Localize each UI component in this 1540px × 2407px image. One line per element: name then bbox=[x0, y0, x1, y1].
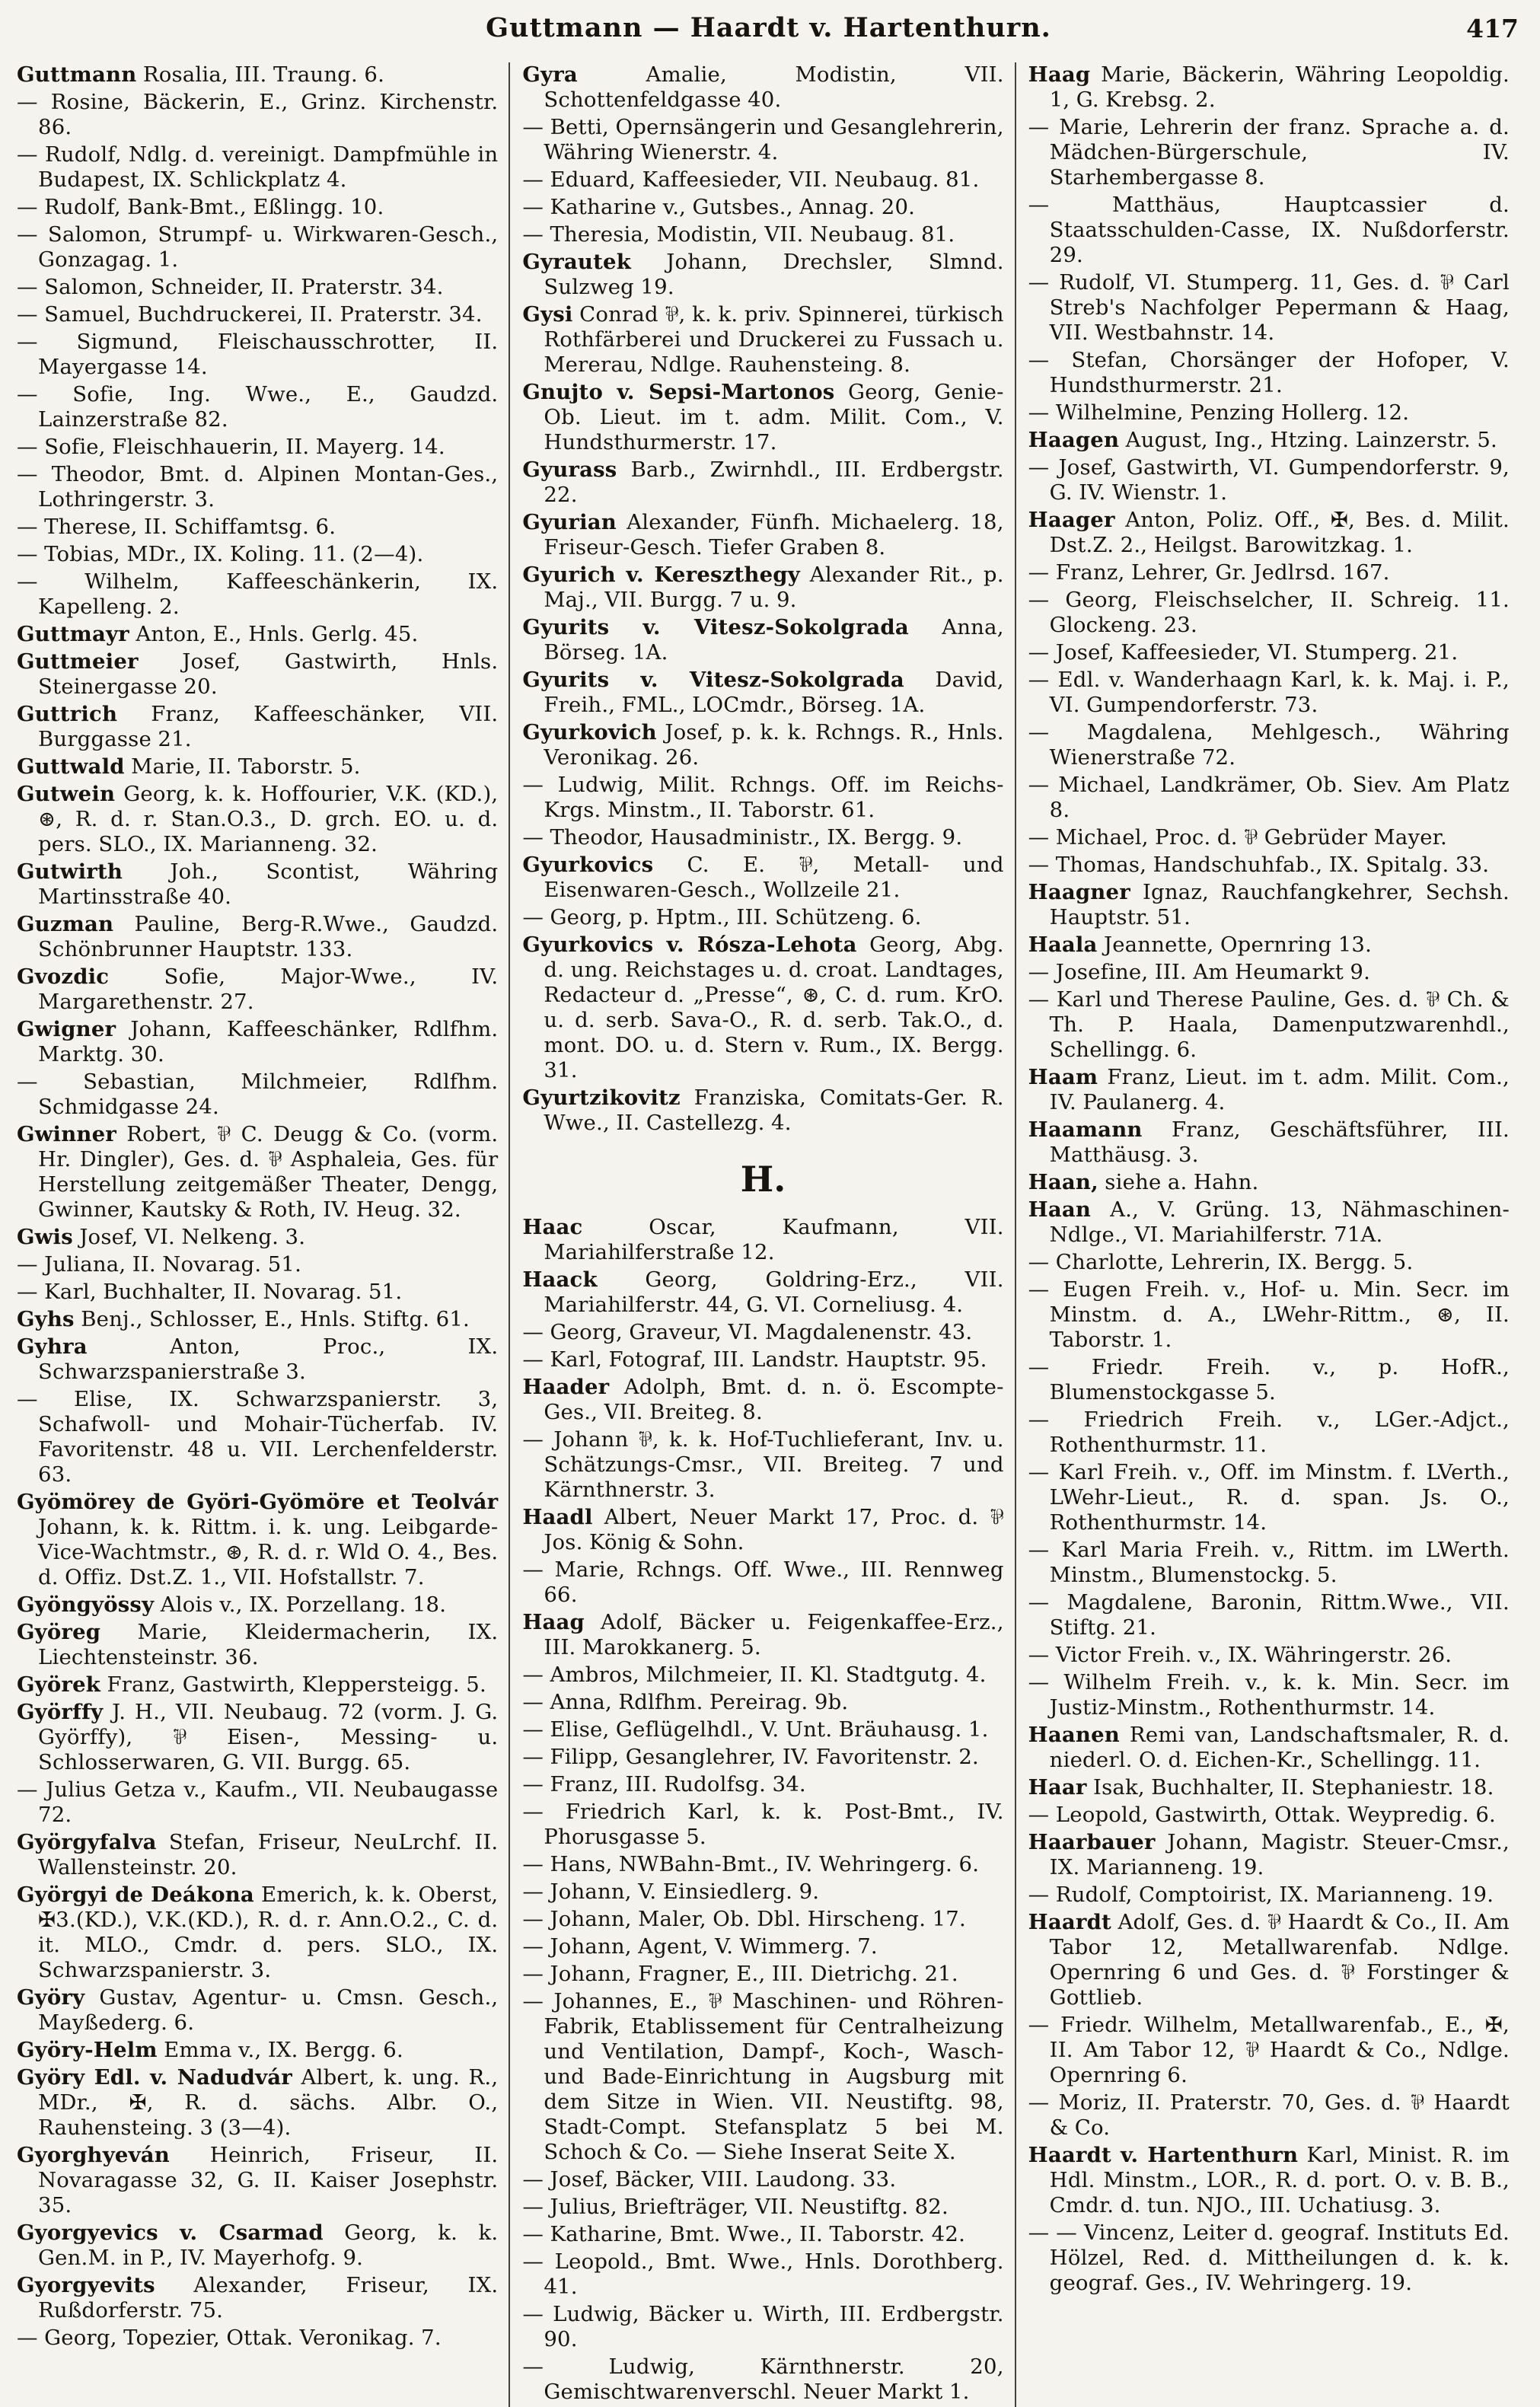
entry-surname: Gysi bbox=[522, 302, 573, 327]
directory-entry: Györgyi de Deákona Emerich, k. k. Oberst, ✠3.(KD.), V.K.(KD.), R. d. r. Ann.O.2., C. d. it. MLO., Cmdr. d. pers. SLO., IX. Schwarzspanierstr. 3. bbox=[17, 1883, 499, 1982]
entry-surname: Gyömörey de Györi-Gyömöre et Teolvár bbox=[17, 1490, 499, 1514]
directory-entry: — Wilhelm, Kaffeeschänkerin, IX. Kapelleng. 2. bbox=[17, 569, 499, 619]
directory-entry: — Sofie, Fleischhauerin, II. Mayerg. 14. bbox=[17, 435, 445, 459]
directory-entry: — Karl, Fotograf, III. Landstr. Hauptstr. 95. bbox=[522, 1347, 987, 1372]
directory-entry: Haadl Albert, Neuer Markt 17, Proc. d. ⅌ Jos. König & Sohn. bbox=[522, 1505, 1004, 1554]
directory-entry: Haanen Remi van, Landschaftsmaler, R. d. niederl. O. d. Eichen-Kr., Schellingg. 11. bbox=[1028, 1723, 1510, 1772]
entry-surname: Haamann bbox=[1028, 1117, 1143, 1142]
directory-entry: Gyorghyeván Heinrich, Friseur, II. Novaragasse 32, G. II. Kaiser Josephstr. 35. bbox=[17, 2143, 499, 2217]
entry-surname: Haanen bbox=[1028, 1723, 1120, 1747]
entry-surname: Gyorgyevics v. Csarmad bbox=[17, 2220, 324, 2245]
entry-surname: Gwinner bbox=[17, 1122, 116, 1146]
directory-entry: — Friedrich Karl, k. k. Post-Bmt., IV. Phorusgasse 5. bbox=[522, 1800, 1004, 1849]
directory-entry: — Sebastian, Milchmeier, Rdlfhm. Schmidgasse 24. bbox=[17, 1070, 499, 1119]
directory-entry: Haag Marie, Bäckerin, Währing Leopoldig. 1, G. Krebsg. 2. bbox=[1028, 62, 1510, 112]
entry-surname: Gyurtzikovitz bbox=[522, 1086, 681, 1110]
directory-entry: Haac Oscar, Kaufmann, VII. Mariahilferstraße 12. bbox=[522, 1215, 1004, 1264]
directory-entry: — Rudolf, VI. Stumperg. 11, Ges. d. ⅌ Carl Streb's Nachfolger Pepermann & Haag, VII. Westbahnstr. 14. bbox=[1028, 270, 1510, 345]
directory-entry: Haan A., V. Grüng. 13, Nähmaschinen-Ndlge., VI. Mariahilferstr. 71A. bbox=[1028, 1197, 1510, 1247]
entry-surname: Guttmayr bbox=[17, 622, 129, 646]
directory-entry: — Rosine, Bäckerin, E., Grinz. Kirchenstr. 86. bbox=[17, 90, 499, 139]
directory-entry: — Rudolf, Ndlg. d. vereinigt. Dampfmühle in Budapest, IX. Schlickplatz 4. bbox=[17, 142, 499, 192]
directory-entry: — Josefine, III. Am Heumarkt 9. bbox=[1028, 960, 1371, 984]
directory-entry: — Leopold, Gastwirth, Ottak. Weypredig. 6. bbox=[1028, 1803, 1496, 1827]
directory-entry: — Josef, Kaffeesieder, VI. Stumperg. 21. bbox=[1028, 640, 1459, 665]
directory-entry: — Friedrich Freih. v., LGer.-Adjct., Rothenthurmstr. 11. bbox=[1028, 1408, 1510, 1457]
directory-entry: Haagen August, Ing., Htzing. Lainzerstr. 5. bbox=[1028, 428, 1497, 452]
directory-entry: — Ludwig, Milit. Rchngs. Off. im Reichs-Krgs. Minstm., II. Taborstr. 61. bbox=[522, 773, 1004, 822]
directory-entry: Guttwald Marie, II. Taborstr. 5. bbox=[17, 754, 361, 779]
directory-entry: — Moriz, II. Praterstr. 70, Ges. d. ⅌ Haardt & Co. bbox=[1028, 2090, 1510, 2140]
directory-column bbox=[1015, 62, 1520, 2407]
entry-surname: Gyrautek bbox=[522, 250, 631, 274]
directory-entry: — Filipp, Gesanglehrer, IV. Favoritenstr. 2. bbox=[522, 1745, 979, 1769]
directory-entry: — Therese, II. Schiffamtsg. 6. bbox=[17, 515, 336, 539]
directory-entry: — Johann, Agent, V. Wimmerg. 7. bbox=[522, 1934, 878, 1959]
directory-entry: — Hans, NWBahn-Bmt., IV. Wehringerg. 6. bbox=[522, 1852, 980, 1876]
directory-entry: Gyurkovics C. E. ⅌, Metall- und Eisenwaren-Gesch., Wollzeile 21. bbox=[522, 853, 1004, 902]
directory-entry: Haager Anton, Poliz. Off., ✠, Bes. d. Milit. Dst.Z. 2., Heilgst. Barowitzkag. 1. bbox=[1028, 508, 1510, 557]
directory-entry: — Georg, Graveur, VI. Magdalenenstr. 43. bbox=[522, 1320, 973, 1344]
entry-surname: Haag bbox=[1028, 62, 1091, 87]
entry-surname: Haar bbox=[1028, 1775, 1087, 1800]
directory-entry: — Stefan, Chorsänger der Hofoper, V. Hundsthurmerstr. 21. bbox=[1028, 348, 1510, 397]
entry-surname: Haagner bbox=[1028, 880, 1130, 904]
directory-entry: Gyömörey de Györi-Gyömöre et Teolvár Johann, k. k. Rittm. i. k. ung. Leibgarde-Vice-Wachtmstr., ⊛, R. d. r. Wld O. 4., Bes. d. Offiz. Dst.Z. 1., VII. Hofstallstr. 7. bbox=[17, 1490, 499, 1589]
directory-entry: — Josef, Bäcker, VIII. Laudong. 33. bbox=[522, 2167, 897, 2192]
directory-entry: Haan, siehe a. Hahn. bbox=[1028, 1170, 1259, 1194]
directory-entry: — Katharine, Bmt. Wwe., II. Taborstr. 42. bbox=[522, 2222, 966, 2246]
directory-entry: Haardt Adolf, Ges. d. ⅌ Haardt & Co., II. Am Tabor 12, Metallwarenfab. Ndlge. Opernring 6 und Ges. d. ⅌ Forstinger & Gottlieb. bbox=[1028, 1910, 1510, 2010]
directory-entry: — Juliana, II. Novarag. 51. bbox=[17, 1252, 302, 1277]
entry-surname: Gnujto v. Sepsi-Martonos bbox=[522, 380, 835, 404]
directory-entry: — Sigmund, Fleischausschrotter, II. Mayergasse 14. bbox=[17, 330, 499, 379]
entry-surname: Haan, bbox=[1028, 1170, 1098, 1194]
page-header-title: Guttmann — Haardt v. Hartenthurn. bbox=[486, 12, 1051, 43]
entry-surname: Gutwein bbox=[17, 782, 116, 806]
directory-entry: — Johann, Maler, Ob. Dbl. Hirscheng. 17. bbox=[522, 1907, 966, 1931]
directory-entry: — Edl. v. Wanderhaagn Karl, k. k. Maj. i. P., VI. Gumpendorferstr. 73. bbox=[1028, 668, 1510, 717]
entry-surname: Gyurits v. Vitesz-Sokolgrada bbox=[522, 668, 904, 692]
directory-entry: Gyurits v. Vitesz-Sokolgrada Anna, Börseg. 1A. bbox=[522, 615, 1004, 665]
directory-entry: Gnujto v. Sepsi-Martonos Georg, Genie-Ob. Lieut. im t. adm. Milit. Com., V. Hundsthurmerstr. 17. bbox=[522, 380, 1004, 454]
directory-entry: Gvozdic Sofie, Major-Wwe., IV. Margarethenstr. 27. bbox=[17, 964, 499, 1014]
directory-entry: Gwigner Johann, Kaffeeschänker, Rdlfhm. Marktg. 30. bbox=[17, 1017, 499, 1066]
directory-entry: Gyrautek Johann, Drechsler, Slmnd. Sulzweg 19. bbox=[522, 250, 1004, 299]
entry-surname: Gyorgyevits bbox=[17, 2273, 155, 2297]
directory-entry: Gwinner Robert, ⅌ C. Deugg & Co. (vorm. Hr. Dingler), Ges. d. ⅌ Asphaleia, Ges. für Herstellung zeitgemäßer Theater, Dengg, Gwinner, Kautsky & Roth, IV. Heug. 32. bbox=[17, 1122, 499, 1222]
directory-entry: Gyra Amalie, Modistin, VII. Schottenfeldgasse 40. bbox=[522, 62, 1004, 112]
page-header bbox=[17, 12, 1520, 52]
directory-entry: Haam Franz, Lieut. im t. adm. Milit. Com., IV. Paulanerg. 4. bbox=[1028, 1065, 1510, 1114]
directory-entry: Gutwirth Joh., Scontist, Währing Martinsstraße 40. bbox=[17, 859, 499, 909]
directory-entry: Györek Franz, Gastwirth, Kleppersteigg. 5. bbox=[17, 1672, 486, 1697]
directory-entry: — Tobias, MDr., IX. Koling. 11. (2—4). bbox=[17, 542, 424, 566]
directory-entry: Haardt v. Hartenthurn Karl, Minist. R. im Hdl. Minstm., LOR., R. d. port. O. v. B. B., Cmdr. d. tun. NJO., III. Uchatiusg. 3. bbox=[1028, 2143, 1510, 2217]
entry-surname: Gyöngyössy bbox=[17, 1592, 155, 1617]
entry-surname: Györy-Helm bbox=[17, 2038, 158, 2062]
directory-entry: Gyurkovich Josef, p. k. k. Rchngs. R., Hnls. Veronikag. 26. bbox=[522, 720, 1004, 770]
directory-column bbox=[509, 62, 1014, 2407]
directory-entry: — Theresia, Modistin, VII. Neubaug. 81. bbox=[522, 222, 955, 247]
entry-surname: Haan bbox=[1028, 1197, 1092, 1222]
entry-surname: Guttmann bbox=[17, 62, 137, 87]
directory-entry: — Victor Freih. v., IX. Währingerstr. 26. bbox=[1028, 1643, 1452, 1667]
entry-surname: Gyhs bbox=[17, 1307, 75, 1331]
entry-surname: Haala bbox=[1028, 933, 1098, 957]
directory-entry: — Magdalene, Baronin, Rittm.Wwe., VII. Stiftg. 21. bbox=[1028, 1590, 1510, 1640]
directory-entry: — Marie, Lehrerin der franz. Sprache a. d. Mädchen-Bürgerschule, IV. Starhembergasse 8. bbox=[1028, 115, 1510, 190]
directory-entry: Györffy J. H., VII. Neubaug. 72 (vorm. J. G. Györffy), ⅌ Eisen-, Messing- u. Schlosserwaren, G. VII. Burgg. 65. bbox=[17, 1700, 499, 1774]
entry-surname: Haarbauer bbox=[1028, 1830, 1156, 1854]
directory-entry: — Karl Maria Freih. v., Rittm. im LWerth. Minstm., Blumenstockg. 5. bbox=[1028, 1538, 1510, 1587]
entry-surname: Haack bbox=[522, 1267, 598, 1292]
directory-entry: — Georg, Topezier, Ottak. Veronikag. 7. bbox=[17, 2326, 442, 2350]
directory-entry: Gyurich v. Kereszthegy Alexander Rit., p. Maj., VII. Burgg. 7 u. 9. bbox=[522, 563, 1004, 612]
directory-entry: Gyöngyössy Alois v., IX. Porzellang. 18. bbox=[17, 1592, 447, 1617]
directory-entry: — Thomas, Handschuhfab., IX. Spitalg. 33. bbox=[1028, 853, 1490, 877]
directory-entry: Guttmayr Anton, E., Hnls. Gerlg. 45. bbox=[17, 622, 419, 646]
entry-surname: Guttrich bbox=[17, 702, 118, 726]
directory-entry: — Leopold., Bmt. Wwe., Hnls. Dorothberg. 41. bbox=[522, 2249, 1004, 2299]
entry-surname: Haardt bbox=[1028, 1910, 1111, 1934]
directory-entry: — Anna, Rdlfhm. Pereirag. 9b. bbox=[522, 1690, 849, 1714]
directory-entry: — Ludwig, Bäcker u. Wirth, III. Erdbergstr. 90. bbox=[522, 2302, 1004, 2351]
directory-entry: — Julius Getza v., Kaufm., VII. Neubaugasse 72. bbox=[17, 1777, 499, 1827]
directory-entry: — Marie, Rchngs. Off. Wwe., III. Rennweg 66. bbox=[522, 1557, 1004, 1607]
entry-surname: Gyurkovics bbox=[522, 853, 654, 877]
entry-surname: Haam bbox=[1028, 1065, 1098, 1089]
directory-entry: — Ludwig, Kärnthnerstr. 20, Gemischtwarenverschl. Neuer Markt 1. bbox=[522, 2354, 1004, 2404]
directory-entry: Gutwein Georg, k. k. Hoffourier, V.K. (KD.), ⊛, R. d. r. Stan.O.3., D. grch. EO. u. d. pers. SLO., IX. Marianneng. 32. bbox=[17, 782, 499, 856]
directory-entry: Gyurits v. Vitesz-Sokolgrada David, Freih., FML., LOCmdr., Börseg. 1A. bbox=[522, 668, 1004, 717]
directory-entry: Gyhra Anton, Proc., IX. Schwarzspanierstraße 3. bbox=[17, 1334, 499, 1384]
directory-entry: — Karl, Buchhalter, II. Novarag. 51. bbox=[17, 1280, 403, 1304]
directory-entry: — Sofie, Ing. Wwe., E., Gaudzd. Lainzerstraße 82. bbox=[17, 382, 499, 432]
entry-surname: Gyra bbox=[522, 62, 578, 87]
directory-entry: — Karl und Therese Pauline, Ges. d. ⅌ Ch. & Th. P. Haala, Damenputzwarenhdl., Schellingg. 6. bbox=[1028, 987, 1510, 1062]
entry-surname: Gwigner bbox=[17, 1017, 116, 1041]
directory-entry: Haack Georg, Goldring-Erz., VII. Mariahilferstr. 44, G. VI. Corneliusg. 4. bbox=[522, 1267, 1004, 1317]
directory-entry: Györy-Helm Emma v., IX. Bergg. 6. bbox=[17, 2038, 403, 2062]
directory-entry: Haag Adolf, Bäcker u. Feigenkaffee-Erz., III. Marokkanerg. 5. bbox=[522, 1610, 1004, 1659]
entry-surname: Guttmeier bbox=[17, 649, 139, 674]
directory-entry: — Josef, Gastwirth, VI. Gumpendorferstr. 9, G. IV. Wienstr. 1. bbox=[1028, 455, 1510, 505]
page-number: 417 bbox=[1466, 14, 1519, 43]
entry-surname: Haager bbox=[1028, 508, 1115, 532]
entry-surname: Haag bbox=[522, 1610, 585, 1634]
directory-entry: Haamann Franz, Geschäftsführer, III. Matthäusg. 3. bbox=[1028, 1117, 1510, 1167]
directory-entry: — Karl Freih. v., Off. im Minstm. f. LVerth., LWehr-Lieut., R. d. span. Js. O., Rothenthurmstr. 14. bbox=[1028, 1460, 1510, 1535]
entry-surname: Györgyfalva bbox=[17, 1830, 157, 1854]
directory-entry: — Johannes, E., ⅌ Maschinen- und Röhren-Fabrik, Etablissement für Centralheizung und Ventilation, Dampf-, Koch-, Wasch- und Bade-Einrichtung in Augsburg mit dem Sitze in Wien. VII. Neustiftg. 98, Stadt-Compt. Stefansplatz 5 bei M. Schoch & Co. — Siehe Inserat Seite X. bbox=[522, 1989, 1004, 2164]
entry-surname: Gwis bbox=[17, 1225, 73, 1249]
entry-surname: Gyhra bbox=[17, 1334, 88, 1359]
directory-entry: — Michael, Landkrämer, Ob. Siev. Am Platz 8. bbox=[1028, 773, 1510, 822]
directory-entry: — Georg, p. Hptm., III. Schützeng. 6. bbox=[522, 905, 922, 929]
directory-entry: Gyurass Barb., Zwirnhdl., III. Erdbergstr. 22. bbox=[522, 457, 1004, 507]
entry-surname: Guttwald bbox=[17, 754, 125, 779]
entry-surname: Haagen bbox=[1028, 428, 1120, 452]
entry-surname: Gyurits v. Vitesz-Sokolgrada bbox=[522, 615, 909, 639]
directory-entry: — Michael, Proc. d. ⅌ Gebrüder Mayer. bbox=[1028, 825, 1447, 850]
directory-entry: — Betti, Opernsängerin und Gesanglehrerin, Währing Wienerstr. 4. bbox=[522, 115, 1004, 164]
entry-surname: Gyurich v. Kereszthegy bbox=[522, 563, 800, 587]
directory-entry: Guttmeier Josef, Gastwirth, Hnls. Steinergasse 20. bbox=[17, 649, 499, 699]
directory-entry: — Katharine v., Gutsbes., Annag. 20. bbox=[522, 195, 916, 219]
directory-entry: Haagner Ignaz, Rauchfangkehrer, Sechsh. Hauptstr. 51. bbox=[1028, 880, 1510, 929]
directory-entry: Gyorgyevits Alexander, Friseur, IX. Rußdorferstr. 75. bbox=[17, 2273, 499, 2323]
directory-entry: Györy Edl. v. Nadudvár Albert, k. ung. R., MDr., ✠, R. d. sächs. Albr. O., Rauhensteing. 3 (3—4). bbox=[17, 2065, 499, 2140]
directory-entry: — Wilhelm Freih. v., k. k. Min. Secr. im Justiz-Minstm., Rothenthurmstr. 14. bbox=[1028, 1670, 1510, 1720]
entry-surname: Györffy bbox=[17, 1700, 104, 1724]
directory-entry: Guttmann Rosalia, III. Traung. 6. bbox=[17, 62, 385, 87]
directory-entry: — Ambros, Milchmeier, II. Kl. Stadtgutg. 4. bbox=[522, 1663, 987, 1687]
entry-surname: Guzman bbox=[17, 912, 114, 936]
directory-entry: — Salomon, Strumpf- u. Wirkwaren-Gesch., Gonzagag. 1. bbox=[17, 222, 499, 272]
directory-entry: — Elise, Geflügelhdl., V. Unt. Bräuhausg. 1. bbox=[522, 1717, 989, 1742]
directory-entry: — Franz, Lehrer, Gr. Jedlrsd. 167. bbox=[1028, 560, 1390, 585]
directory-entry: — Johann ⅌, k. k. Hof-Tuchlieferant, Inv. u. Schätzungs-Cmsr., VII. Breiteg. 7 und Kärnthnerstr. 3. bbox=[522, 1427, 1004, 1502]
directory-entry: — Magdalena, Mehlgesch., Währing Wienerstraße 72. bbox=[1028, 720, 1510, 770]
directory-entry: — Johann, Fragner, E., III. Dietrichg. 21. bbox=[522, 1962, 958, 1986]
entry-surname: Györeg bbox=[17, 1620, 101, 1644]
directory-entry: — Friedr. Freih. v., p. HofR., Blumenstockgasse 5. bbox=[1028, 1355, 1510, 1404]
columns-container bbox=[17, 62, 1520, 2407]
directory-entry: Haarbauer Johann, Magistr. Steuer-Cmsr., IX. Marianneng. 19. bbox=[1028, 1830, 1510, 1879]
entry-surname: Gyurkovics v. Rósza-Lehota bbox=[522, 933, 857, 957]
directory-entry: Gyurtzikovitz Franziska, Comitats-Ger. R. Wwe., II. Castellezg. 4. bbox=[522, 1086, 1004, 1135]
entry-surname: Györek bbox=[17, 1672, 101, 1697]
directory-entry: Gyurkovics v. Rósza-Lehota Georg, Abg. d. ung. Reichstages u. d. croat. Landtages, Redacteur d. „Presse“, ⊛, C. d. rum. KrO. u. d. serb. Sava-O., R. d. serb. Tak.O., d. mont. DO. u. d. Stern v. Rum., IX. Bergg. 31. bbox=[522, 933, 1004, 1082]
entry-surname: Gutwirth bbox=[17, 859, 123, 884]
directory-entry: — Rudolf, Comptoirist, IX. Marianneng. 19. bbox=[1028, 1883, 1494, 1907]
section-heading: H. bbox=[740, 1159, 786, 1200]
directory-entry: Guzman Pauline, Berg-R.Wwe., Gaudzd. Schönbrunner Hauptstr. 133. bbox=[17, 912, 499, 961]
directory-entry: — Franz, III. Rudolfsg. 34. bbox=[522, 1772, 806, 1796]
directory-entry: — Rudolf, Bank-Bmt., Eßlingg. 10. bbox=[17, 195, 384, 219]
directory-entry: Haar Isak, Buchhalter, II. Stephaniestr. 18. bbox=[1028, 1775, 1494, 1800]
entry-surname: Gvozdic bbox=[17, 964, 110, 989]
directory-entry: — — Vincenz, Leiter d. geograf. Instituts Ed. Hölzel, Red. d. Mittheilungen d. k. k. geograf. Ges., IV. Wehringerg. 19. bbox=[1028, 2220, 1510, 2295]
entry-surname: Gyurkovich bbox=[522, 720, 657, 744]
entry-surname: Haac bbox=[522, 1215, 583, 1239]
directory-entry: — Elise, IX. Schwarzspanierstr. 3, Schafwoll- und Mohair-Tücherfab. IV. Favoritenstr. 48 u. VII. Lerchenfelderstr. 63. bbox=[17, 1387, 499, 1487]
directory-entry: Gyurian Alexander, Fünfh. Michaelerg. 18, Friseur-Gesch. Tiefer Graben 8. bbox=[522, 510, 1004, 560]
directory-entry: — Matthäus, Hauptcassier d. Staatsschulden-Casse, IX. Nußdorferstr. 29. bbox=[1028, 193, 1510, 267]
directory-entry: — Wilhelmine, Penzing Hollerg. 12. bbox=[1028, 400, 1410, 425]
entry-surname: Györy bbox=[17, 1985, 85, 2010]
directory-entry: Gyorgyevics v. Csarmad Georg, k. k. Gen.M. in P., IV. Mayerhofg. 9. bbox=[17, 2220, 499, 2270]
directory-entry: Guttrich Franz, Kaffeeschänker, VII. Burggasse 21. bbox=[17, 702, 499, 751]
entry-surname: Györy Edl. v. Nadudvár bbox=[17, 2065, 292, 2090]
entry-surname: Gyurian bbox=[522, 510, 617, 534]
directory-column bbox=[17, 62, 509, 2407]
entry-surname: Haadl bbox=[522, 1505, 593, 1529]
directory-entry: Györeg Marie, Kleidermacherin, IX. Liechtensteinstr. 36. bbox=[17, 1620, 499, 1669]
entry-surname: Györgyi de Deákona bbox=[17, 1883, 254, 1907]
directory-entry: — Samuel, Buchdruckerei, II. Praterstr. 34. bbox=[17, 302, 483, 327]
directory-entry: — Friedr. Wilhelm, Metallwarenfab., E., ✠, II. Am Tabor 12, ⅌ Haardt & Co., Ndlge. Opernring 6. bbox=[1028, 2013, 1510, 2087]
directory-entry: — Theodor, Hausadministr., IX. Bergg. 9. bbox=[522, 825, 963, 850]
directory-entry: Gyhs Benj., Schlosser, E., Hnls. Stiftg. 61. bbox=[17, 1307, 470, 1331]
directory-entry: Haader Adolph, Bmt. d. n. ö. Escompte-Ges., VII. Breiteg. 8. bbox=[522, 1375, 1004, 1424]
directory-entry: — Theodor, Bmt. d. Alpinen Montan-Ges., Lothringerstr. 3. bbox=[17, 462, 499, 512]
directory-entry: — Georg, Fleischselcher, II. Schreig. 11. Glockeng. 23. bbox=[1028, 588, 1510, 637]
entry-surname: Gyurass bbox=[522, 457, 617, 482]
entry-surname: Haader bbox=[522, 1375, 610, 1399]
directory-entry: — Eduard, Kaffeesieder, VII. Neubaug. 81. bbox=[522, 167, 980, 192]
directory-entry: Györgyfalva Stefan, Friseur, NeuLrchf. II. Wallensteinstr. 20. bbox=[17, 1830, 499, 1879]
entry-surname: Gyorghyeván bbox=[17, 2143, 170, 2167]
directory-entry: Haala Jeannette, Opernring 13. bbox=[1028, 933, 1373, 957]
directory-entry: — Charlotte, Lehrerin, IX. Bergg. 5. bbox=[1028, 1250, 1414, 1274]
directory-entry: Györy Gustav, Agentur- u. Cmsn. Gesch., Mayßederg. 6. bbox=[17, 1985, 499, 2035]
directory-entry: — Johann, V. Einsiedlerg. 9. bbox=[522, 1879, 820, 1904]
directory-entry: Gwis Josef, VI. Nelkeng. 3. bbox=[17, 1225, 306, 1249]
entry-surname: Haardt v. Hartenthurn bbox=[1028, 2143, 1299, 2167]
directory-entry: — Julius, Briefträger, VII. Neustiftg. 82. bbox=[522, 2195, 949, 2219]
directory-entry: — Eugen Freih. v., Hof- u. Min. Secr. im Minstm. d. A., LWehr-Rittm., ⊛, II. Taborstr. 1. bbox=[1028, 1277, 1510, 1352]
directory-entry: Gysi Conrad ⅌, k. k. priv. Spinnerei, türkisch Rothfärberei und Druckerei zu Fussach u. Mererau, Ndlge. Rauhensteing. 8. bbox=[522, 302, 1004, 377]
directory-entry: — Salomon, Schneider, II. Praterstr. 34. bbox=[17, 275, 444, 299]
